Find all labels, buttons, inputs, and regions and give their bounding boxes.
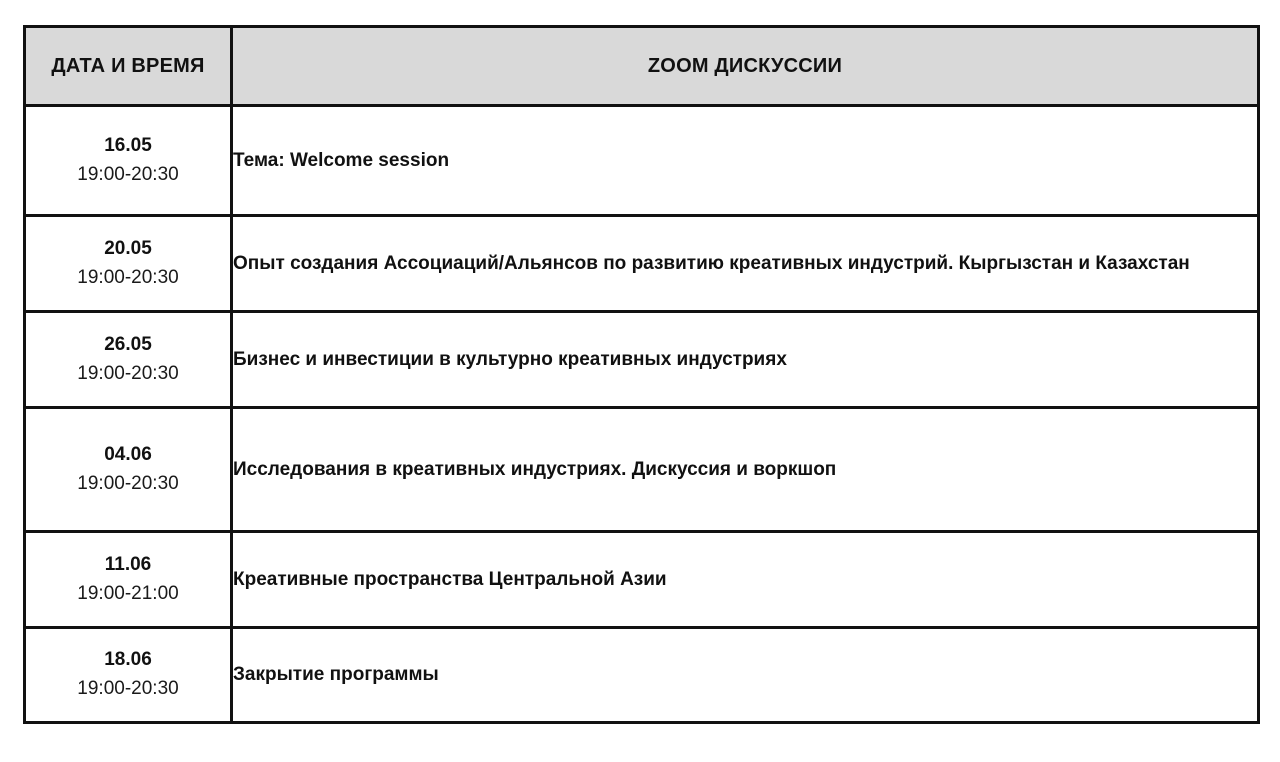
date-cell <box>25 628 232 723</box>
topic: Тема: Welcome session <box>232 106 1259 216</box>
header-zoom-discussions: ZOOM ДИСКУССИИ <box>232 27 1259 106</box>
time: 19:00-20:30 <box>77 362 179 384</box>
date: 04.06 <box>104 443 152 465</box>
topic: Опыт создания Ассоциаций/Альянсов по развитию креативных индустрий. Кыргызстан и Казахстан <box>232 216 1259 312</box>
topic: Бизнес и инвестиции в культурно креативных индустриях <box>232 312 1259 408</box>
table-row <box>25 628 1259 723</box>
time: 19:00-20:30 <box>77 266 179 288</box>
topic: Закрытие программы <box>232 628 1259 723</box>
date: 11.06 <box>104 553 152 575</box>
table-row <box>25 532 1259 628</box>
table-row <box>25 408 1259 532</box>
topic: Креативные пространства Центральной Азии <box>232 532 1259 628</box>
date-cell <box>25 216 232 312</box>
header-date-time: ДАТА И ВРЕМЯ <box>25 27 232 106</box>
date: 16.05 <box>104 134 152 156</box>
table-row <box>25 216 1259 312</box>
date-cell <box>25 408 232 532</box>
topic: Исследования в креативных индустриях. Дискуссия и воркшоп <box>232 408 1259 532</box>
schedule-table <box>23 25 1260 724</box>
date-cell <box>25 312 232 408</box>
date-cell <box>25 532 232 628</box>
date-cell <box>25 106 232 216</box>
time: 19:00-20:30 <box>77 163 179 185</box>
time: 19:00-20:30 <box>77 678 179 699</box>
date: 18.06 <box>104 649 152 670</box>
table-row <box>25 106 1259 216</box>
time: 19:00-21:00 <box>77 582 179 604</box>
date: 20.05 <box>104 237 152 259</box>
table-header-row <box>25 27 1259 106</box>
time: 19:00-20:30 <box>77 472 179 494</box>
date: 26.05 <box>104 333 152 355</box>
table-row <box>25 312 1259 408</box>
